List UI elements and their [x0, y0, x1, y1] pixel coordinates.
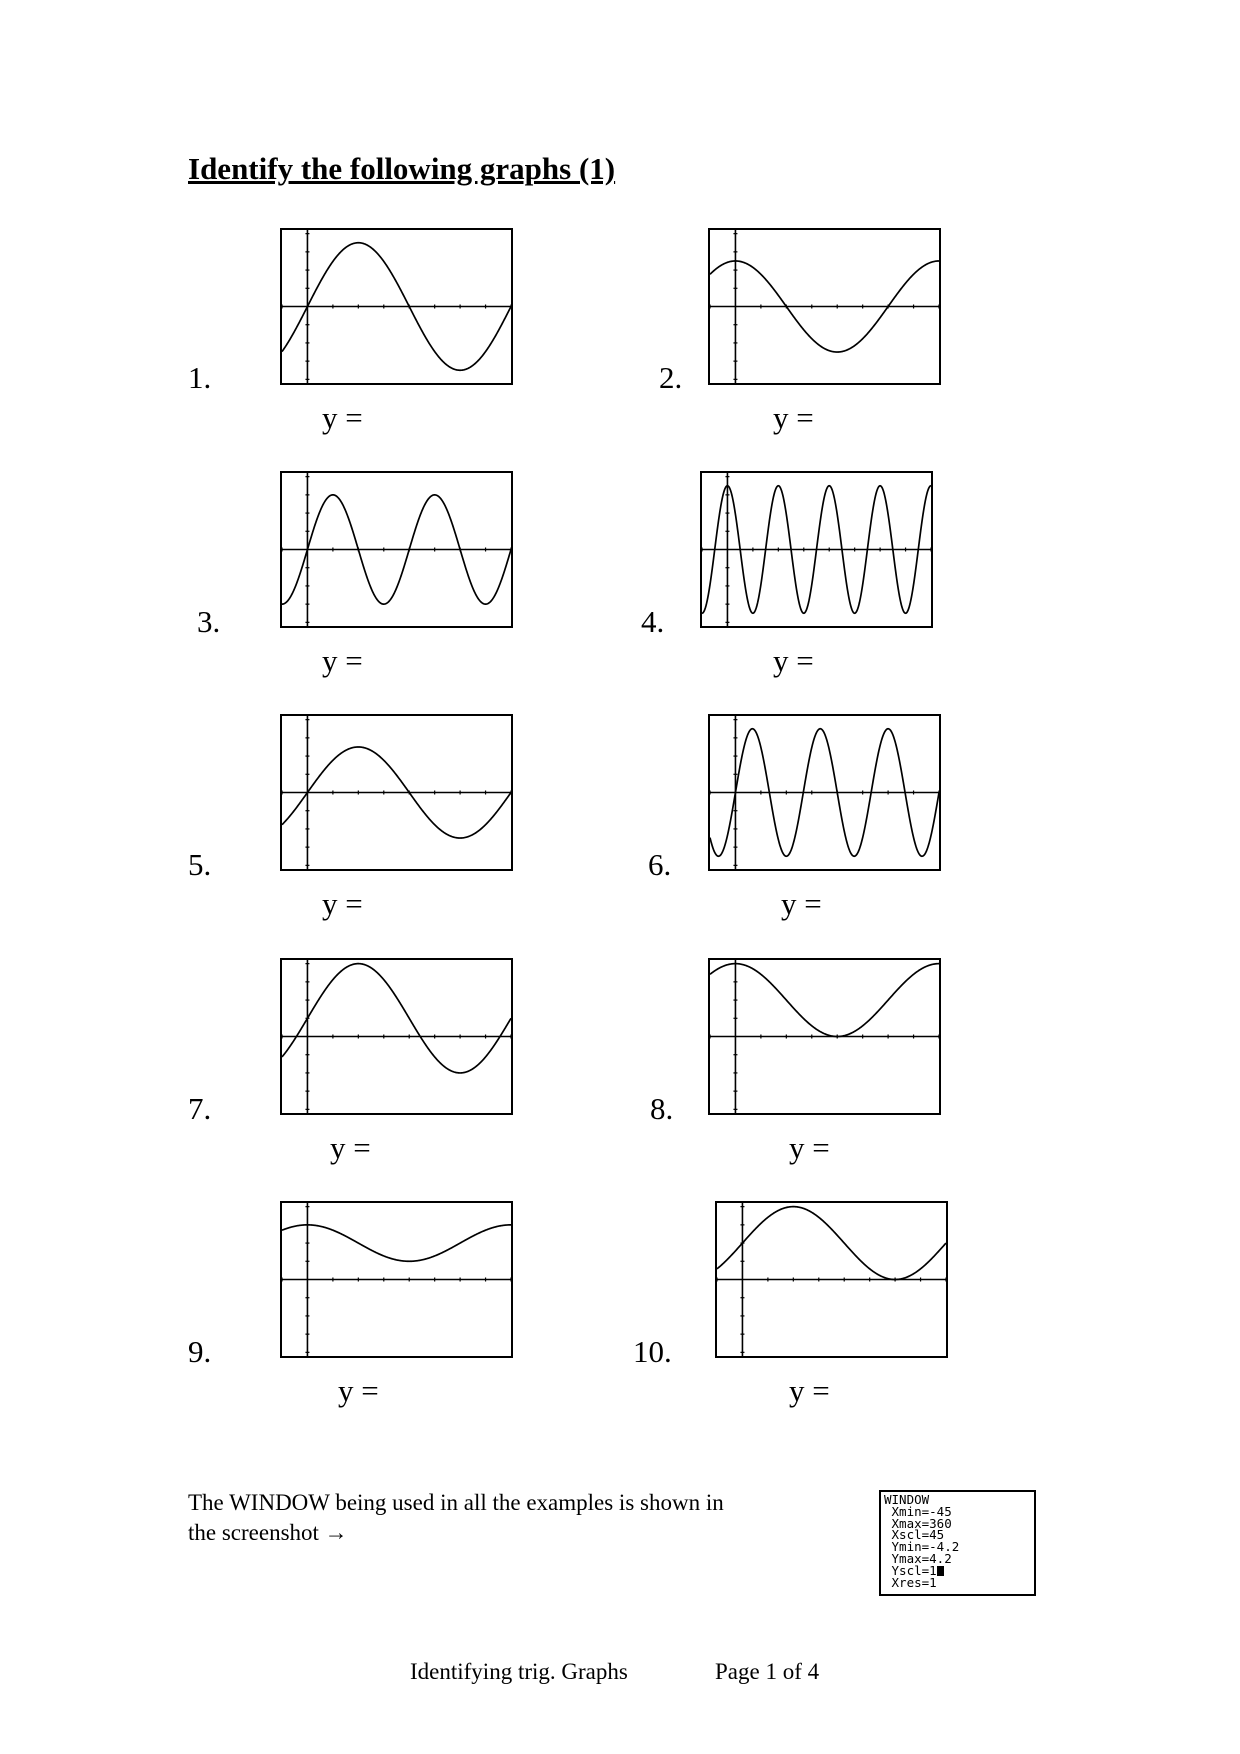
- window-xmax: Xmax=360: [884, 1515, 952, 1531]
- page-title: Identify the following graphs (1): [188, 151, 616, 186]
- graph-7: [280, 958, 513, 1115]
- graph-6-plot: [710, 716, 939, 869]
- question-number-2: 2.: [659, 360, 683, 395]
- answer-prompt-2: y =: [773, 400, 814, 435]
- graph-7-plot: [282, 960, 511, 1113]
- answer-prompt-8: y =: [789, 1130, 830, 1165]
- trig-curve: [282, 964, 511, 1073]
- window-ymax: Ymax=4.2: [884, 1550, 952, 1566]
- answer-prompt-10: y =: [789, 1373, 830, 1408]
- question-number-8: 8.: [650, 1091, 674, 1126]
- window-xscl: Xscl=45: [884, 1527, 945, 1543]
- calculator-window-screenshot: [879, 1490, 1036, 1596]
- question-number-6: 6.: [648, 847, 672, 882]
- window-xres: Xres=1: [884, 1574, 937, 1590]
- graph-10-plot: [717, 1203, 946, 1356]
- window-yscl: Yscl=1: [884, 1562, 937, 1578]
- window-ymin: Ymin=-4.2: [884, 1539, 960, 1555]
- graph-1: [280, 228, 513, 385]
- question-number-5: 5.: [188, 847, 212, 882]
- graph-8-plot: [710, 960, 939, 1113]
- graph-2: [708, 228, 941, 385]
- trig-curve: [717, 1207, 946, 1280]
- answer-prompt-1: y =: [322, 400, 363, 435]
- graph-3: [280, 471, 513, 628]
- graph-6: [708, 714, 941, 871]
- answer-prompt-6: y =: [781, 886, 822, 921]
- graph-10: [715, 1201, 948, 1358]
- graph-4: [700, 471, 933, 628]
- footer-page-number: Page 1 of 4: [715, 1659, 820, 1684]
- window-header: WINDOW: [884, 1492, 930, 1507]
- graph-9-plot: [282, 1203, 511, 1356]
- graph-5: [280, 714, 513, 871]
- graph-4-plot: [702, 473, 931, 626]
- graph-2-plot: [710, 230, 939, 383]
- question-number-10: 10.: [633, 1334, 672, 1369]
- question-number-3: 3.: [197, 604, 221, 639]
- answer-prompt-9: y =: [338, 1373, 379, 1408]
- answer-prompt-7: y =: [330, 1130, 371, 1165]
- question-number-9: 9.: [188, 1334, 212, 1369]
- window-xmin: Xmin=-45: [884, 1503, 952, 1519]
- graph-8: [708, 958, 941, 1115]
- window-note-line-2: the screenshot →: [188, 1520, 348, 1545]
- window-note-line-1: The WINDOW being used in all the examples is shown in: [188, 1490, 724, 1515]
- window-note: [188, 1488, 808, 1548]
- question-number-7: 7.: [188, 1091, 212, 1126]
- cursor-block-icon: [937, 1566, 944, 1576]
- answer-prompt-4: y =: [773, 643, 814, 678]
- trig-curve: [282, 1225, 511, 1261]
- answer-prompt-5: y =: [322, 886, 363, 921]
- graph-1-plot: [282, 230, 511, 383]
- question-number-4: 4.: [641, 604, 665, 639]
- trig-curve: [710, 964, 939, 1037]
- footer-title: Identifying trig. Graphs: [410, 1659, 628, 1684]
- answer-prompt-3: y =: [322, 643, 363, 678]
- question-number-1: 1.: [188, 360, 212, 395]
- graph-9: [280, 1201, 513, 1358]
- graph-3-plot: [282, 473, 511, 626]
- graph-5-plot: [282, 716, 511, 869]
